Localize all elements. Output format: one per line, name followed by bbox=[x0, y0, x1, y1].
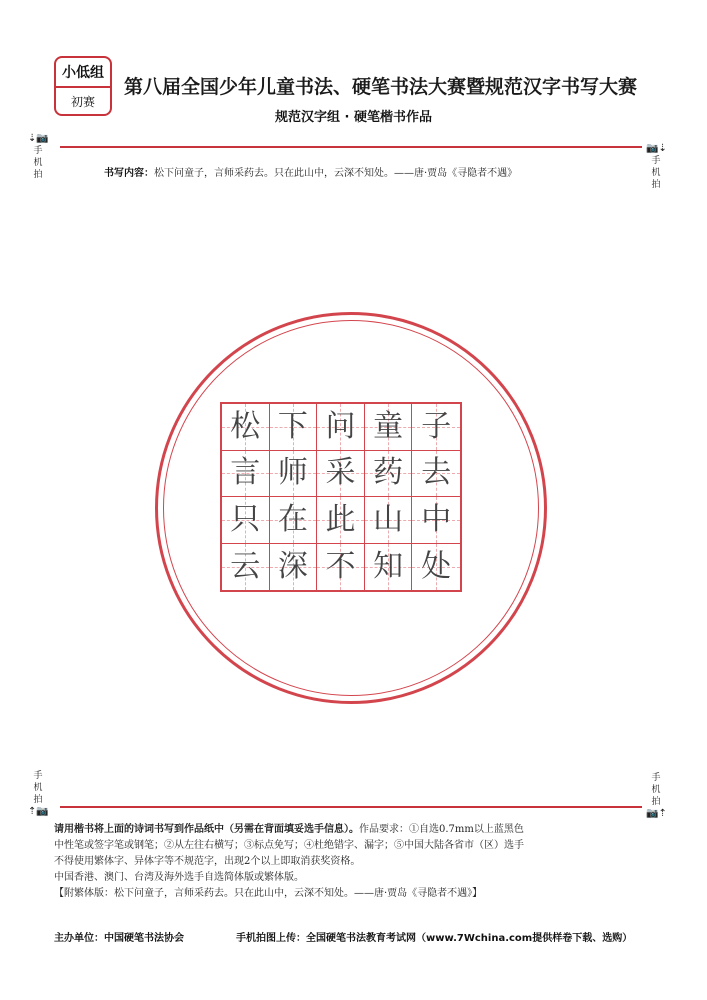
grid-cell bbox=[365, 544, 413, 591]
badge-round-label: 初赛 bbox=[70, 95, 95, 109]
handwritten-char: 云 bbox=[230, 548, 261, 584]
grid-cell bbox=[270, 404, 318, 451]
handwritten-char: 子 bbox=[421, 408, 452, 444]
mark-char: 拍 bbox=[651, 797, 661, 807]
grid-cell bbox=[365, 451, 413, 498]
handwritten-char: 知 bbox=[373, 548, 404, 584]
page-title: 第八届全国少年儿童书法、硬笔书法大赛暨规范汉字书写大赛 bbox=[124, 76, 638, 98]
mark-char: 拍 bbox=[33, 795, 43, 805]
requirements-line: 不得使用繁体字、异体字等不规范字，出现2个以上即取消获奖资格。 bbox=[54, 856, 361, 867]
requirements-lead: 请用楷书将上面的诗词书写到作品纸中（另需在背面填妥选手信息）。 bbox=[54, 824, 359, 835]
phone-photo-mark-bottom-right bbox=[646, 772, 666, 820]
handwritten-char: 下 bbox=[277, 408, 308, 444]
mark-char: 手 bbox=[33, 146, 43, 156]
grid-cell bbox=[222, 404, 270, 451]
grid-cell bbox=[317, 544, 365, 591]
handwritten-char: 不 bbox=[325, 548, 356, 584]
grid-cell bbox=[365, 404, 413, 451]
handwritten-char: 只 bbox=[230, 501, 261, 537]
grid-cell bbox=[412, 544, 460, 591]
arrow-camera-icon: ⇣📷 bbox=[28, 133, 49, 144]
bottom-divider bbox=[60, 806, 642, 808]
handwritten-char: 问 bbox=[325, 408, 356, 444]
grid-cell bbox=[270, 451, 318, 498]
grid-cell bbox=[222, 451, 270, 498]
grid-cell bbox=[270, 497, 318, 544]
grid-cell bbox=[222, 497, 270, 544]
handwritten-char: 采 bbox=[325, 455, 356, 491]
grid-cell bbox=[317, 451, 365, 498]
writing-content bbox=[104, 164, 624, 179]
grid-cell bbox=[412, 497, 460, 544]
handwritten-char: 此 bbox=[325, 501, 356, 537]
handwritten-char: 中 bbox=[421, 501, 452, 537]
writing-grid bbox=[220, 402, 462, 592]
requirements-line: 【附繁体版：松下问童子，言师采药去。只在此山中，云深不知处。——唐·贾岛《寻隐者不遇》】 bbox=[54, 888, 483, 899]
camera-arrow-icon: 📷⇡ bbox=[646, 808, 667, 819]
handwritten-char: 处 bbox=[421, 548, 452, 584]
mark-char: 拍 bbox=[33, 170, 43, 180]
badge-group-label: 小低组 bbox=[56, 58, 110, 88]
grid-cell bbox=[317, 404, 365, 451]
handwritten-char: 在 bbox=[277, 501, 308, 537]
organizer-text: 主办单位：中国硬笔书法协会 bbox=[54, 933, 184, 944]
mark-char: 机 bbox=[651, 785, 661, 795]
phone-photo-mark-top-right bbox=[646, 143, 666, 191]
mark-char: 机 bbox=[33, 158, 43, 168]
mark-char: 手 bbox=[33, 771, 43, 781]
requirements-block bbox=[54, 822, 654, 902]
handwritten-char: 去 bbox=[421, 455, 452, 491]
grid-cell bbox=[412, 404, 460, 451]
handwritten-char: 松 bbox=[230, 408, 261, 444]
grid-cell bbox=[270, 544, 318, 591]
phone-photo-mark-top-left bbox=[28, 133, 48, 181]
handwritten-char: 药 bbox=[373, 455, 404, 491]
requirements-line1-rest: 作品要求：①自选0.7mm以上蓝黑色 bbox=[359, 824, 524, 835]
phone-photo-mark-bottom-left bbox=[28, 770, 48, 818]
mark-char: 机 bbox=[33, 783, 43, 793]
requirements-line: 中国香港、澳门、台湾及海外选手自选简体版或繁体版。 bbox=[54, 872, 304, 883]
arrow-camera-icon: ⇡📷 bbox=[28, 806, 49, 817]
grid-cell bbox=[317, 497, 365, 544]
top-divider bbox=[60, 146, 642, 148]
grid-cell bbox=[365, 497, 413, 544]
handwritten-char: 师 bbox=[277, 455, 308, 491]
handwritten-char: 深 bbox=[277, 548, 308, 584]
grid-cell bbox=[222, 544, 270, 591]
handwritten-char: 山 bbox=[373, 501, 404, 537]
grid-cell bbox=[412, 451, 460, 498]
page-subtitle: 规范汉字组 · 硬笔楷书作品 bbox=[275, 110, 432, 125]
requirements-line: 中性笔或签字笔或钢笔；②从左往右横写；③标点免写；④杜绝错字、漏字；⑤中国大陆各省市（区）选手 bbox=[54, 840, 524, 851]
upload-info-text: 手机拍图上传：全国硬笔书法教育考试网（www.7Wchina.com提供样卷下载、选购） bbox=[236, 933, 633, 944]
writing-content-label: 书写内容： bbox=[104, 168, 154, 179]
handwritten-char: 童 bbox=[373, 408, 404, 444]
mark-char: 机 bbox=[651, 168, 661, 178]
mark-char: 拍 bbox=[651, 180, 661, 190]
mark-char: 手 bbox=[651, 773, 661, 783]
writing-content-text: 松下问童子，言师采药去。只在此山中，云深不知处。——唐·贾岛《寻隐者不遇》 bbox=[154, 168, 518, 179]
handwritten-char: 言 bbox=[230, 455, 261, 491]
requirements-line bbox=[54, 822, 654, 838]
camera-arrow-icon: 📷⇣ bbox=[646, 143, 667, 154]
mark-char: 手 bbox=[651, 156, 661, 166]
